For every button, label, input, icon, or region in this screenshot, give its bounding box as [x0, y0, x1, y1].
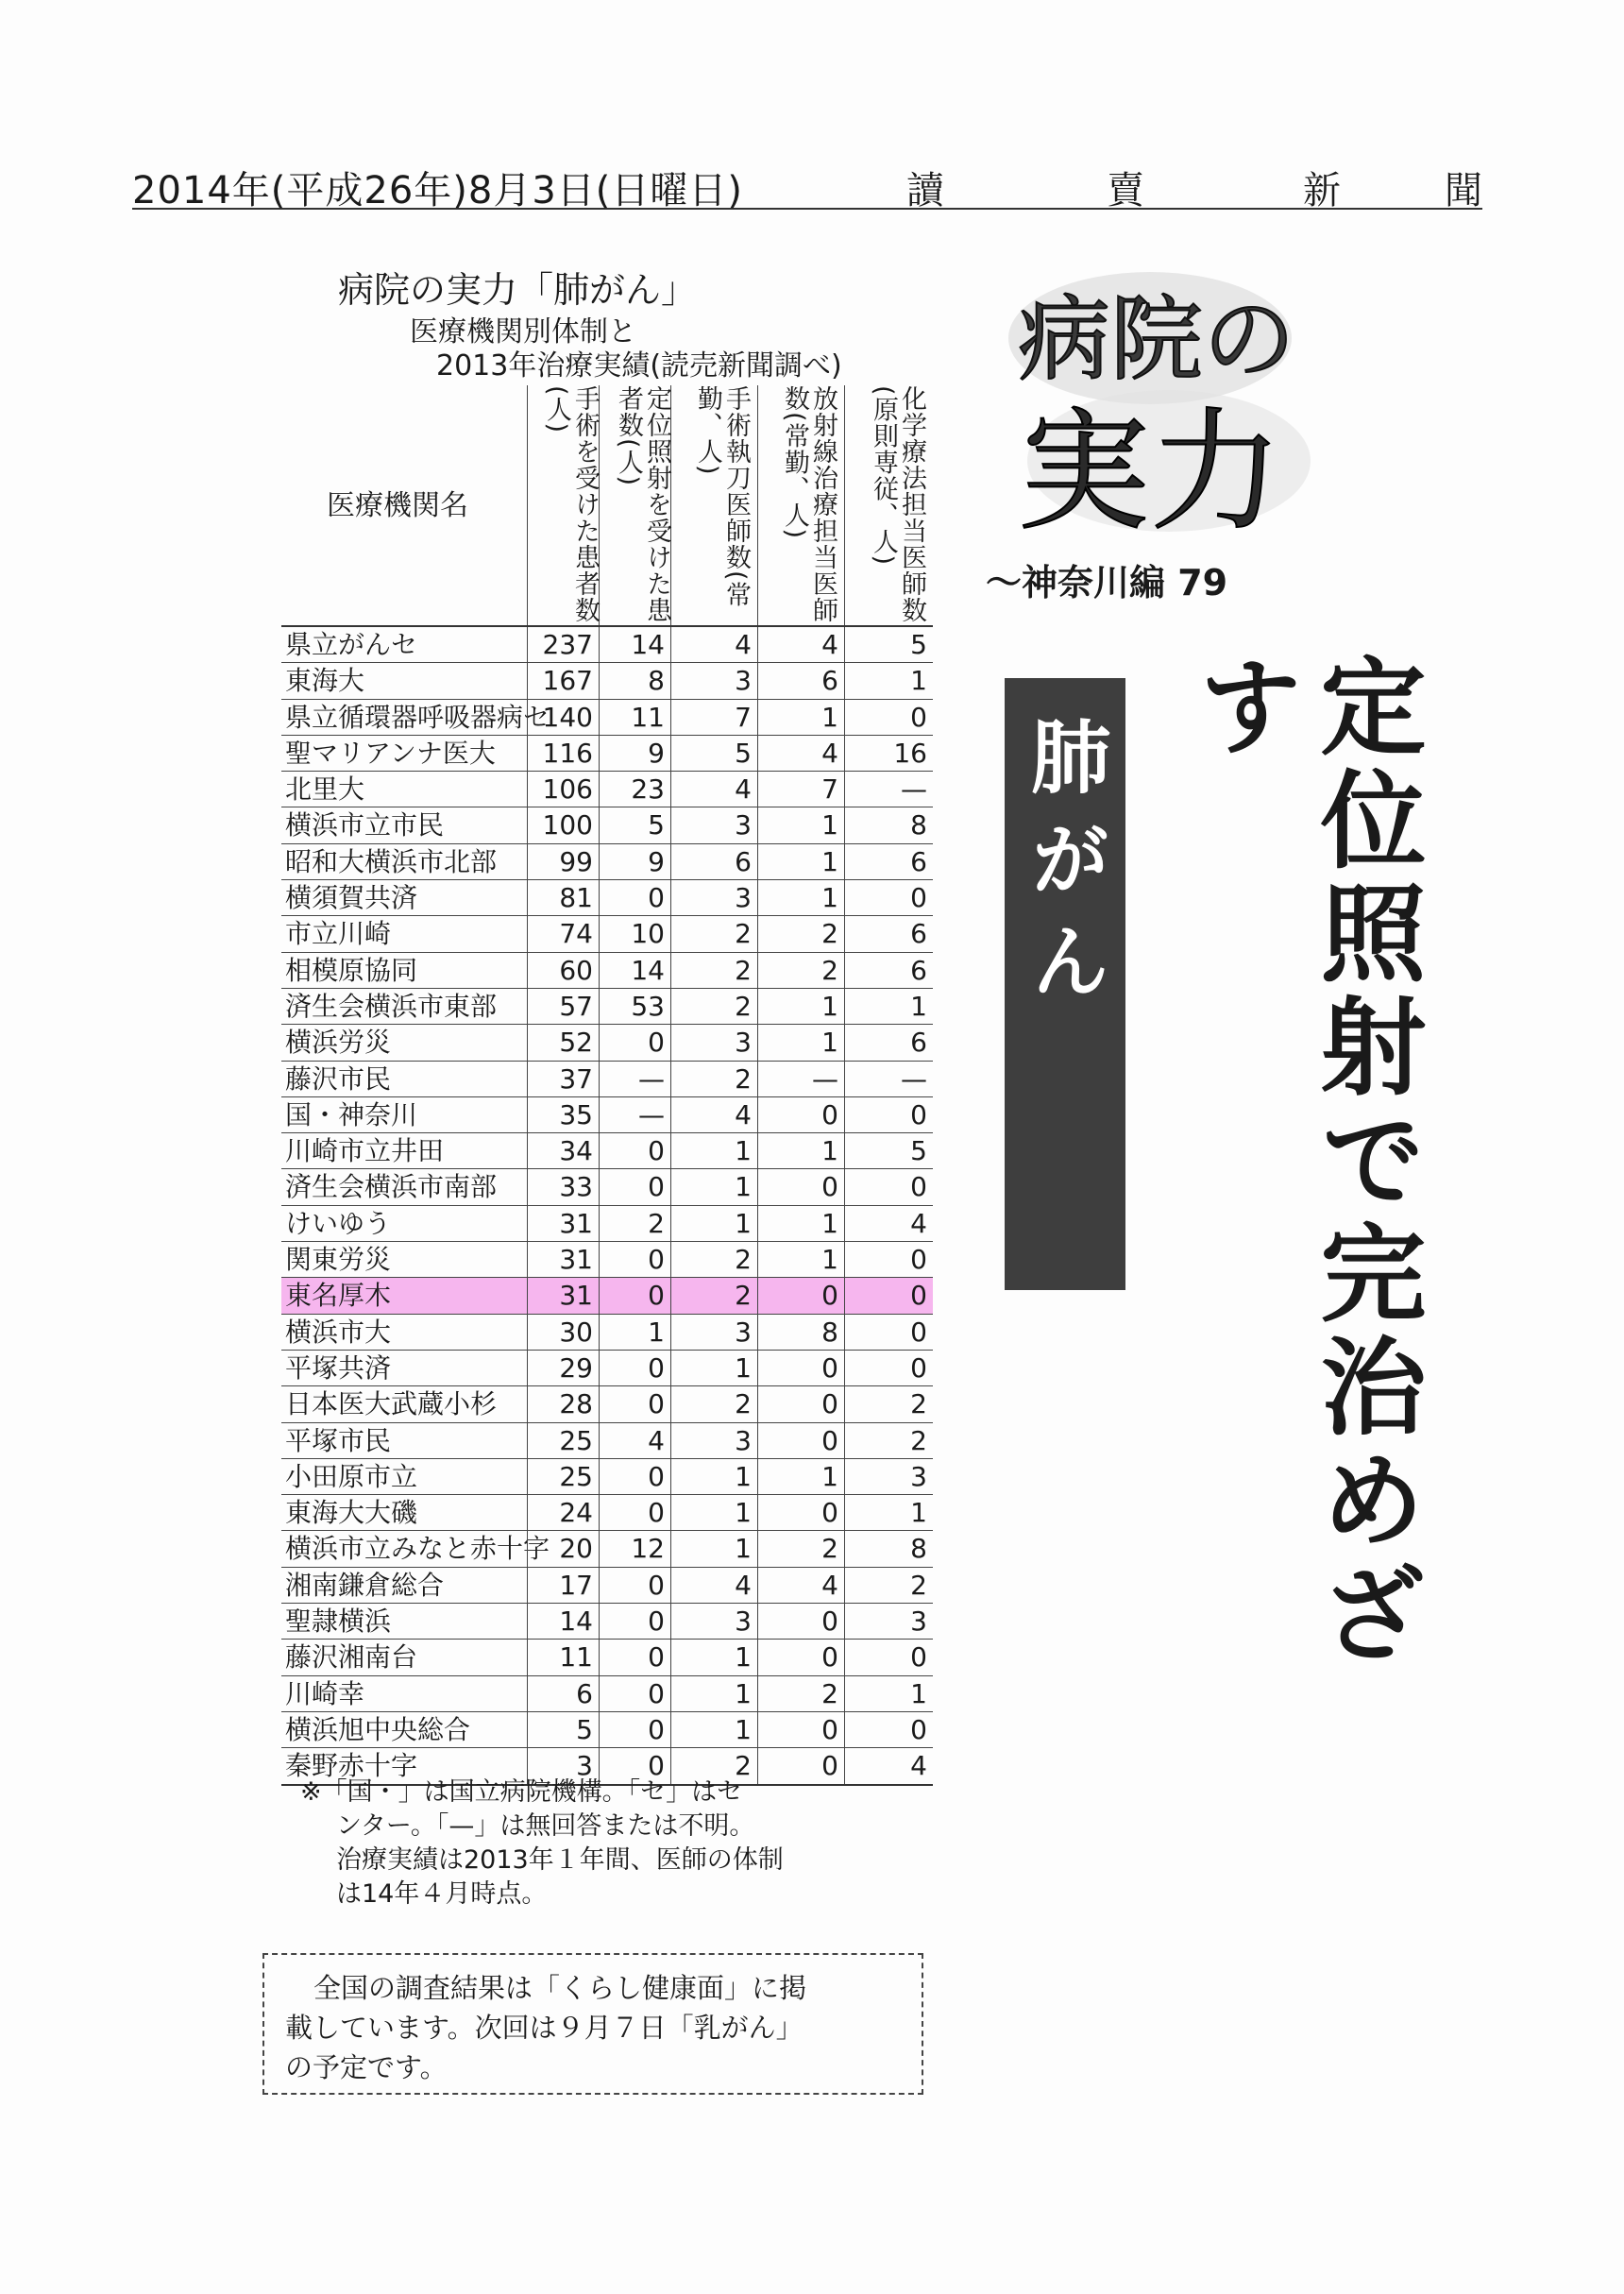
stereotactic-patients-cell: 0 [599, 1025, 670, 1060]
surgeons-cell: 2 [670, 953, 757, 988]
table-row [281, 736, 933, 772]
stereotactic-patients-cell: 14 [599, 953, 670, 988]
institution-name: 小田原市立 [285, 1460, 418, 1492]
radiation-doctors-cell: 2 [757, 1531, 844, 1566]
hospital-table [281, 625, 933, 1786]
chemo-doctors-cell: 2 [844, 1386, 933, 1421]
table-row [281, 700, 933, 736]
stereotactic-patients-cell: 0 [599, 1676, 670, 1711]
headline: 定位照射で完治めざす [1180, 652, 1426, 1672]
surgery-patients-cell: 74 [527, 916, 599, 951]
chemo-doctors-cell: 0 [844, 1351, 933, 1385]
table-row [281, 1495, 933, 1531]
header-institution-name: 医療機関名 [327, 489, 468, 522]
chemo-doctors-cell: 3 [844, 1604, 933, 1639]
header-surgeons: 手術執刀医師数(常勤、人) [693, 385, 751, 608]
table-row [281, 1206, 933, 1242]
chemo-doctors-cell: 3 [844, 1459, 933, 1494]
surgeons-cell: 6 [670, 844, 757, 879]
surgeons-cell: 3 [670, 807, 757, 842]
stereotactic-patients-cell: 0 [599, 1133, 670, 1168]
table-title: 病院の実力「肺がん」 [338, 269, 698, 311]
table-row [281, 1676, 933, 1712]
chemo-doctors-cell: — [844, 772, 933, 807]
radiation-doctors-cell: 1 [757, 844, 844, 879]
surgery-patients-cell: 34 [527, 1133, 599, 1168]
chemo-doctors-cell: 0 [844, 1169, 933, 1204]
radiation-doctors-cell: 1 [757, 1459, 844, 1494]
surgery-patients-cell: 28 [527, 1386, 599, 1421]
surgeons-cell: 5 [670, 736, 757, 771]
institution-name: 横浜労災 [285, 1027, 392, 1059]
radiation-doctors-cell: 8 [757, 1315, 844, 1350]
stereotactic-patients-cell: 14 [599, 627, 670, 662]
radiation-doctors-cell: 1 [757, 1133, 844, 1168]
table-row [281, 1351, 933, 1386]
table-row [281, 1062, 933, 1097]
radiation-doctors-cell: 0 [757, 1386, 844, 1421]
chemo-doctors-cell: 6 [844, 953, 933, 988]
chemo-doctors-cell: 4 [844, 1748, 933, 1783]
stereotactic-patients-cell: 5 [599, 807, 670, 842]
header-chemo-doctors: 化学療法担当医師数(原則専従、人) [869, 385, 926, 623]
notice-line: の予定です。 [285, 2051, 448, 2083]
header-divider [844, 385, 845, 625]
footnote-line: は14年４月時点。 [336, 1879, 548, 1909]
chemo-doctors-cell: 0 [844, 880, 933, 915]
stereotactic-patients-cell: — [599, 1097, 670, 1132]
stereotactic-patients-cell: 10 [599, 916, 670, 951]
issue-date: 2014年(平成26年)8月3日(日曜日) [132, 169, 744, 212]
surgeons-cell: 1 [670, 1676, 757, 1711]
institution-name: 横浜市立みなと赤十字 [285, 1533, 550, 1565]
radiation-doctors-cell: 0 [757, 1169, 844, 1204]
surgeons-cell: 2 [670, 1242, 757, 1277]
logo-line-1: 病院の [1018, 286, 1296, 394]
surgery-patients-cell: 35 [527, 1097, 599, 1132]
surgeons-cell: 1 [670, 1351, 757, 1385]
surgery-patients-cell: 60 [527, 953, 599, 988]
series-logo-graphic [1008, 263, 1311, 550]
logo-line-2: 実力 [1018, 396, 1283, 550]
table-row [281, 1459, 933, 1495]
stereotactic-patients-cell: 2 [599, 1206, 670, 1241]
surgery-patients-cell: 106 [527, 772, 599, 807]
chemo-doctors-cell: 6 [844, 1025, 933, 1060]
surgeons-cell: 3 [670, 880, 757, 915]
radiation-doctors-cell: 2 [757, 1676, 844, 1711]
institution-name: 聖隷横浜 [285, 1606, 392, 1638]
surgery-patients-cell: 6 [527, 1676, 599, 1711]
institution-name: 藤沢湘南台 [285, 1641, 418, 1674]
radiation-doctors-cell: 6 [757, 663, 844, 698]
surgery-patients-cell: 33 [527, 1169, 599, 1204]
surgery-patients-cell: 24 [527, 1495, 599, 1530]
surgeons-cell: 1 [670, 1206, 757, 1241]
surgeons-cell: 2 [670, 1386, 757, 1421]
stereotactic-patients-cell: 0 [599, 1242, 670, 1277]
institution-name: 横浜旭中央総合 [285, 1713, 471, 1745]
radiation-doctors-cell: 1 [757, 1206, 844, 1241]
institution-name: 県立がんセ [285, 629, 418, 660]
institution-name: 市立川崎 [285, 918, 392, 950]
radiation-doctors-cell: 0 [757, 1495, 844, 1530]
table-row [281, 625, 933, 663]
radiation-doctors-cell: 1 [757, 1242, 844, 1277]
chemo-doctors-cell: 0 [844, 1278, 933, 1313]
chemo-doctors-cell: 2 [844, 1568, 933, 1603]
surgeons-cell: 4 [670, 627, 757, 662]
radiation-doctors-cell: 0 [757, 1640, 844, 1674]
surgeons-cell: 3 [670, 1315, 757, 1350]
notice-line: 載しています。次回は９月７日「乳がん」 [285, 2012, 804, 2044]
header-surgery-patients: 手術を受けた患者数(人) [542, 385, 600, 623]
surgeons-cell: 3 [670, 663, 757, 698]
radiation-doctors-cell: 1 [757, 880, 844, 915]
table-row [281, 916, 933, 952]
radiation-doctors-cell: 1 [757, 1025, 844, 1060]
stereotactic-patients-cell: 0 [599, 1568, 670, 1603]
header-divider [757, 385, 758, 625]
surgery-patients-cell: 116 [527, 736, 599, 771]
table-row [281, 1386, 933, 1422]
institution-name: 昭和大横浜市北部 [285, 845, 498, 877]
stereotactic-patients-cell: 53 [599, 989, 670, 1024]
surgery-patients-cell: 167 [527, 663, 599, 698]
surgeons-cell: 7 [670, 700, 757, 735]
footnote-line: ンター。「—」は無回答または不明。 [336, 1811, 755, 1841]
stereotactic-patients-cell: 0 [599, 1495, 670, 1530]
radiation-doctors-cell: 2 [757, 953, 844, 988]
surgeons-cell: 2 [670, 989, 757, 1024]
chemo-doctors-cell: 5 [844, 1133, 933, 1168]
surgeons-cell: 1 [670, 1495, 757, 1530]
chemo-doctors-cell: 8 [844, 807, 933, 842]
chemo-doctors-cell: 4 [844, 1206, 933, 1241]
stereotactic-patients-cell: 0 [599, 1278, 670, 1313]
surgeons-cell: 4 [670, 772, 757, 807]
chemo-doctors-cell: 6 [844, 844, 933, 879]
surgeons-cell: 3 [670, 1025, 757, 1060]
chemo-doctors-cell: 0 [844, 700, 933, 735]
surgery-patients-cell: 30 [527, 1315, 599, 1350]
table-row [281, 1712, 933, 1748]
stereotactic-patients-cell: 23 [599, 772, 670, 807]
institution-name: 横浜市立市民 [285, 809, 445, 841]
stereotactic-patients-cell: 11 [599, 700, 670, 735]
radiation-doctors-cell: 4 [757, 736, 844, 771]
stereotactic-patients-cell: 4 [599, 1423, 670, 1458]
surgeons-cell: 3 [670, 1423, 757, 1458]
radiation-doctors-cell: 1 [757, 989, 844, 1024]
surgery-patients-cell: 31 [527, 1206, 599, 1241]
newspaper-name-char-3: 新 [1303, 169, 1341, 212]
surgery-patients-cell: 25 [527, 1459, 599, 1494]
institution-name: 藤沢市民 [285, 1062, 392, 1095]
topic-banner-text: 肺がん [1018, 716, 1111, 1022]
stereotactic-patients-cell: 8 [599, 663, 670, 698]
surgeons-cell: 1 [670, 1640, 757, 1674]
chemo-doctors-cell: 0 [844, 1712, 933, 1747]
chemo-doctors-cell: — [844, 1062, 933, 1096]
table-row [281, 1604, 933, 1640]
radiation-doctors-cell: 4 [757, 1568, 844, 1603]
surgeons-cell: 3 [670, 1604, 757, 1639]
radiation-doctors-cell: 0 [757, 1278, 844, 1313]
institution-name: 横浜市大 [285, 1316, 392, 1348]
radiation-doctors-cell: 0 [757, 1351, 844, 1385]
radiation-doctors-cell: 0 [757, 1097, 844, 1132]
table-subtitle-2: 2013年治療実績(読売新聞調べ) [436, 349, 842, 382]
surgery-patients-cell: 17 [527, 1568, 599, 1603]
table-row [281, 772, 933, 807]
table-row [281, 1640, 933, 1675]
chemo-doctors-cell: 1 [844, 989, 933, 1024]
header-radiation-doctors: 放射線治療担当医師数(常勤、人) [780, 385, 837, 623]
stereotactic-patients-cell: — [599, 1062, 670, 1096]
header-stereotactic-patients: 定位照射を受けた患者数(人) [614, 385, 671, 623]
chemo-doctors-cell: 1 [844, 1495, 933, 1530]
stereotactic-patients-cell: 1 [599, 1315, 670, 1350]
stereotactic-patients-cell: 0 [599, 1712, 670, 1747]
table-row [281, 1133, 933, 1169]
surgeons-cell: 1 [670, 1531, 757, 1566]
surgery-patients-cell: 14 [527, 1604, 599, 1639]
institution-name: 川崎市立井田 [285, 1135, 445, 1167]
table-row [281, 880, 933, 916]
stereotactic-patients-cell: 0 [599, 1386, 670, 1421]
table-row [281, 1025, 933, 1061]
table-row [281, 844, 933, 880]
institution-name: 北里大 [285, 773, 365, 806]
surgery-patients-cell: 11 [527, 1640, 599, 1674]
institution-name: 横須賀共済 [285, 882, 418, 914]
surgeons-cell: 4 [670, 1568, 757, 1603]
stereotactic-patients-cell: 9 [599, 736, 670, 771]
surgery-patients-cell: 52 [527, 1025, 599, 1060]
surgery-patients-cell: 20 [527, 1531, 599, 1566]
surgeons-cell: 1 [670, 1712, 757, 1747]
chemo-doctors-cell: 6 [844, 916, 933, 951]
stereotactic-patients-cell: 0 [599, 880, 670, 915]
table-row [281, 1531, 933, 1567]
institution-name: 東海大大磯 [285, 1497, 418, 1529]
chemo-doctors-cell: 5 [844, 627, 933, 662]
table-row [281, 1568, 933, 1604]
surgery-patients-cell: 37 [527, 1062, 599, 1096]
surgeons-cell: 1 [670, 1133, 757, 1168]
radiation-doctors-cell: 0 [757, 1604, 844, 1639]
surgery-patients-cell: 237 [527, 627, 599, 662]
table-footnote [300, 1776, 942, 1912]
table-row [281, 1097, 933, 1133]
masthead [132, 159, 1482, 210]
newspaper-name-char-2: 賣 [1107, 169, 1144, 212]
table-row [281, 1315, 933, 1351]
institution-name: 日本医大武蔵小杉 [285, 1388, 498, 1420]
radiation-doctors-cell: 0 [757, 1712, 844, 1747]
institution-name: 相模原協同 [285, 954, 418, 986]
series-logo [1008, 263, 1311, 550]
surgery-patients-cell: 5 [527, 1712, 599, 1747]
surgeons-cell: 2 [670, 1062, 757, 1096]
table-row [281, 1242, 933, 1278]
surgery-patients-cell: 29 [527, 1351, 599, 1385]
surgeons-cell: 4 [670, 1097, 757, 1132]
table-row [281, 1423, 933, 1459]
radiation-doctors-cell: 1 [757, 807, 844, 842]
chemo-doctors-cell: 0 [844, 1315, 933, 1350]
surgeons-cell: 2 [670, 1748, 757, 1783]
radiation-doctors-cell: 2 [757, 916, 844, 951]
surgery-patients-cell: 57 [527, 989, 599, 1024]
institution-name: 秦野赤十字 [285, 1750, 418, 1782]
institution-name: 東名厚木 [285, 1280, 392, 1312]
institution-name: 東海大 [285, 665, 365, 697]
surgery-patients-cell: 100 [527, 807, 599, 842]
institution-name: 済生会横浜市東部 [285, 990, 498, 1022]
table-row [281, 953, 933, 989]
surgery-patients-cell: 99 [527, 844, 599, 879]
table-row [281, 663, 933, 699]
surgeons-cell: 2 [670, 916, 757, 951]
stereotactic-patients-cell: 0 [599, 1459, 670, 1494]
institution-name: けいゆう [285, 1207, 392, 1239]
newspaper-name-char-1: 讀 [906, 169, 944, 212]
footnote-line: 治療実績は2013年１年間、医師の体制 [336, 1845, 784, 1875]
stereotactic-patients-cell: 0 [599, 1169, 670, 1204]
stereotactic-patients-cell: 12 [599, 1531, 670, 1566]
surgeons-cell: 1 [670, 1169, 757, 1204]
chemo-doctors-cell: 16 [844, 736, 933, 771]
notice-line: 全国の調査結果は「くらし健康面」に掲 [313, 1972, 807, 2004]
surgery-patients-cell: 81 [527, 880, 599, 915]
stereotactic-patients-cell: 0 [599, 1640, 670, 1674]
institution-name: 川崎幸 [285, 1677, 365, 1709]
table-subtitle-1: 医療機関別体制と [410, 315, 636, 348]
footnote-line: ※「国・」は国立病院機構。「セ」はセ [300, 1777, 743, 1807]
surgeons-cell: 1 [670, 1459, 757, 1494]
stereotactic-patients-cell: 0 [599, 1604, 670, 1639]
radiation-doctors-cell: — [757, 1062, 844, 1096]
chemo-doctors-cell: 0 [844, 1242, 933, 1277]
radiation-doctors-cell: 0 [757, 1423, 844, 1458]
chemo-doctors-cell: 1 [844, 663, 933, 698]
institution-name: 聖マリアンナ医大 [285, 737, 496, 769]
table-row [281, 1278, 933, 1314]
radiation-doctors-cell: 7 [757, 772, 844, 807]
surgeons-cell: 2 [670, 1278, 757, 1313]
stereotactic-patients-cell: 0 [599, 1351, 670, 1385]
newspaper-name-char-4: 聞 [1445, 169, 1482, 212]
table-row [281, 807, 933, 843]
stereotactic-patients-cell: 0 [599, 1748, 670, 1783]
topic-banner [1005, 678, 1125, 1290]
table-row [281, 1169, 933, 1205]
radiation-doctors-cell: 0 [757, 1748, 844, 1783]
chemo-doctors-cell: 0 [844, 1097, 933, 1132]
radiation-doctors-cell: 1 [757, 700, 844, 735]
surgery-patients-cell: 25 [527, 1423, 599, 1458]
chemo-doctors-cell: 2 [844, 1423, 933, 1458]
chemo-doctors-cell: 1 [844, 1676, 933, 1711]
header-divider [527, 385, 528, 625]
stereotactic-patients-cell: 9 [599, 844, 670, 879]
chemo-doctors-cell: 8 [844, 1531, 933, 1566]
surgery-patients-cell: 3 [527, 1748, 599, 1783]
chemo-doctors-cell: 0 [844, 1640, 933, 1674]
series-label: 〜神奈川編 79 [986, 562, 1228, 603]
institution-name: 平塚共済 [285, 1351, 392, 1384]
institution-name: 関東労災 [285, 1244, 392, 1276]
surgery-patients-cell: 31 [527, 1242, 599, 1277]
surgery-patients-cell: 140 [527, 700, 599, 735]
institution-name: 湘南鎌倉総合 [285, 1569, 445, 1601]
institution-name: 国・神奈川 [285, 1098, 418, 1130]
radiation-doctors-cell: 4 [757, 627, 844, 662]
institution-name: 済生会横浜市南部 [285, 1171, 498, 1203]
institution-name: 平塚市民 [285, 1424, 392, 1456]
notice-box [262, 1953, 923, 2095]
table-row [281, 989, 933, 1025]
surgery-patients-cell: 31 [527, 1278, 599, 1313]
institution-name: 県立循環器呼吸器病セ [285, 701, 550, 733]
